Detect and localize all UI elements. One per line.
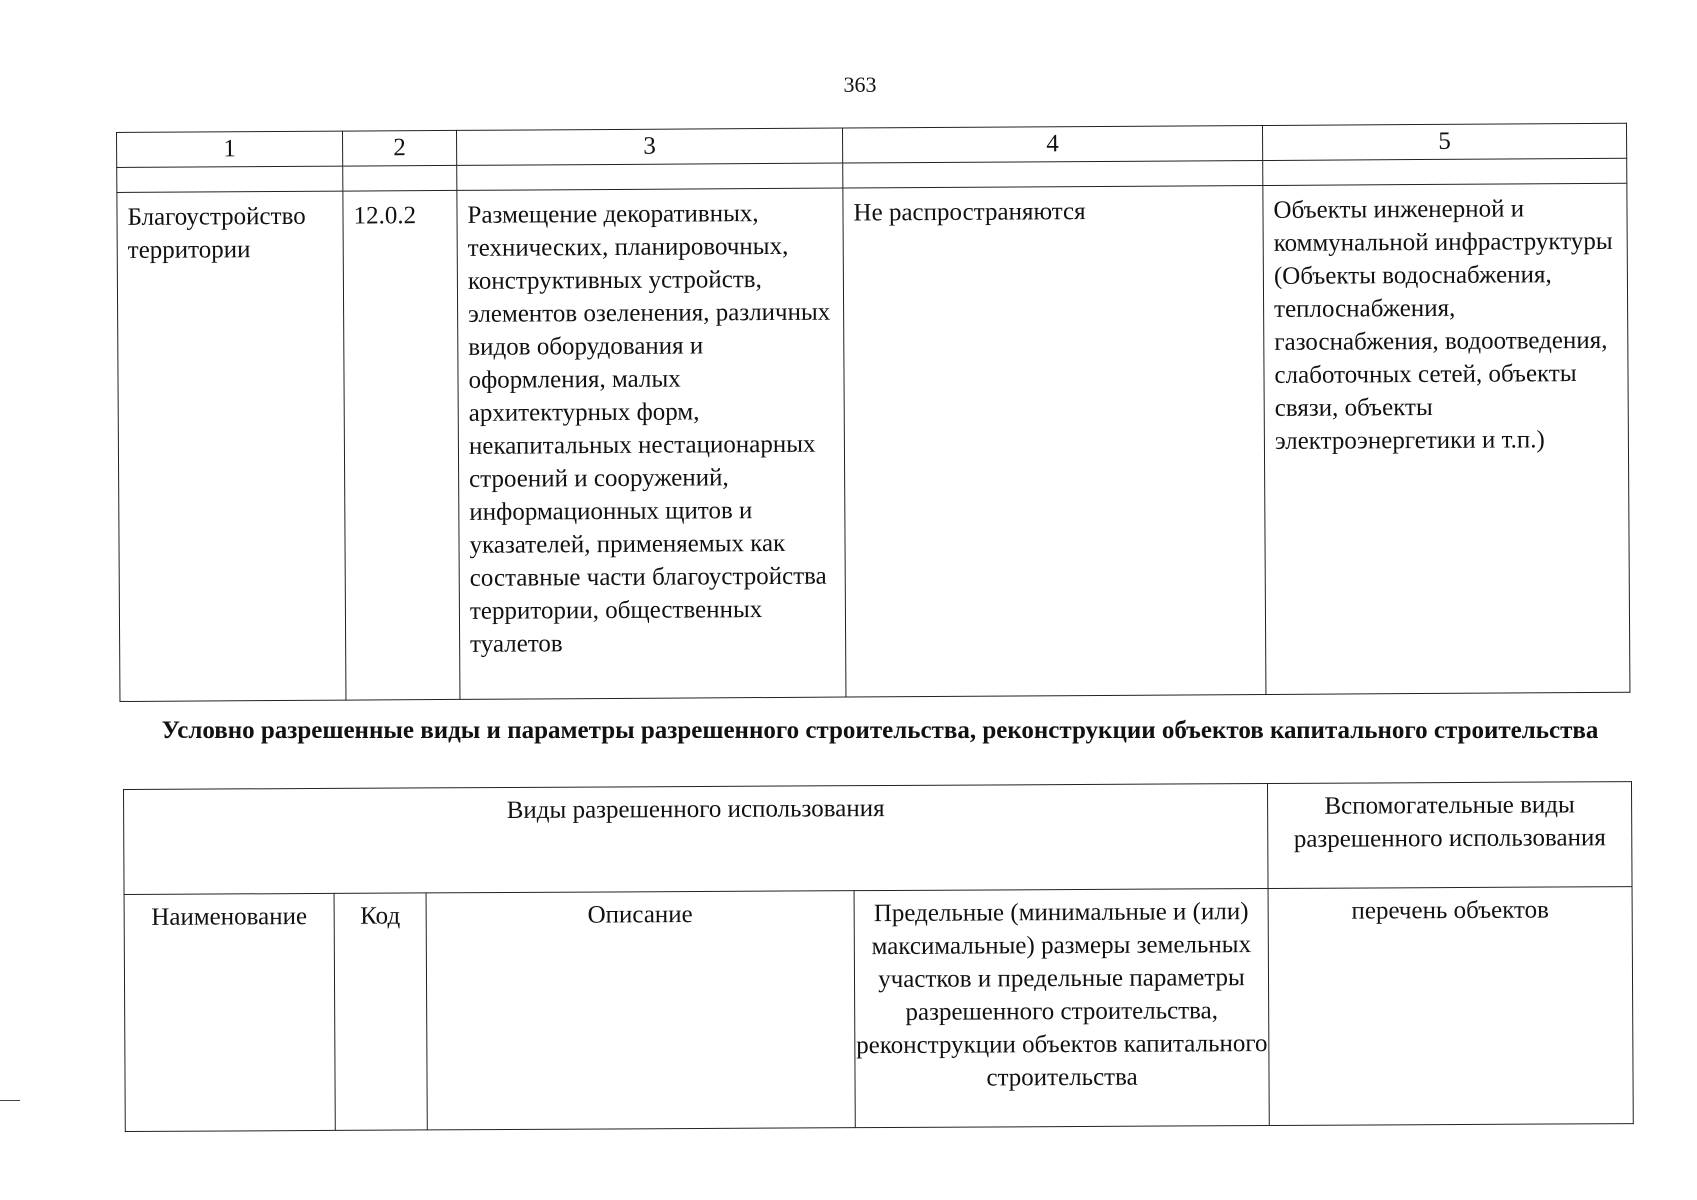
auxiliary-use-cell: Объекты инженерной и коммунальной инфраструктуры (Объекты водоснабжения, теплоснабжения, газоснабжения, водоотведения, слаботочных сетей, объекты связи, объекты электроэнергетики и т.п.) <box>1263 183 1630 694</box>
column-header-code: Код <box>334 893 427 1130</box>
group-header-main: Виды разрешенного использования <box>124 784 1269 895</box>
use-description-cell: Размещение декоративных, технических, планировочных, конструктивных устройств, элементов озеленения, различных видов оборудования и оформления, малых архитектурных форм, некапитальных нестационарных строений и сооружений, информационных щитов и указателей, применяемых как составные части благоустройства территории, общественных туалетов <box>457 188 846 699</box>
section-heading: Условно разрешенные виды и параметры разрешенного строительства, реконструкции объектов капитального строительства <box>161 717 1599 744</box>
use-limits-cell: Не распространяются <box>843 185 1266 697</box>
column-header-description: Описание <box>426 891 855 1130</box>
group-header-auxiliary: Вспомогательные виды разрешенного использования <box>1268 782 1633 889</box>
use-name-cell: Благоустройство территории <box>117 191 346 701</box>
column-header-row <box>124 887 1633 1132</box>
column-number-2: 2 <box>342 130 456 166</box>
use-code-cell: 12.0.2 <box>343 190 460 700</box>
column-number-4: 4 <box>842 125 1262 163</box>
group-header-row <box>124 782 1633 895</box>
conditional-use-table <box>123 781 1634 1132</box>
margin-mark <box>0 1100 20 1101</box>
land-use-table-continued <box>116 123 1630 702</box>
column-header-name: Наименование <box>124 893 335 1131</box>
column-header-objects: перечень объектов <box>1268 887 1633 1126</box>
column-header-limits: Предельные (минимальные и (или) максимальные) размеры земельных участков и предельные параметры разрешенного строительства, реконструкции объектов капитального строительства <box>854 889 1269 1128</box>
column-number-3: 3 <box>456 128 842 165</box>
table-row <box>117 183 1630 701</box>
column-number-5: 5 <box>1262 123 1626 160</box>
page-number: 363 <box>843 72 877 97</box>
column-number-1: 1 <box>117 131 343 167</box>
